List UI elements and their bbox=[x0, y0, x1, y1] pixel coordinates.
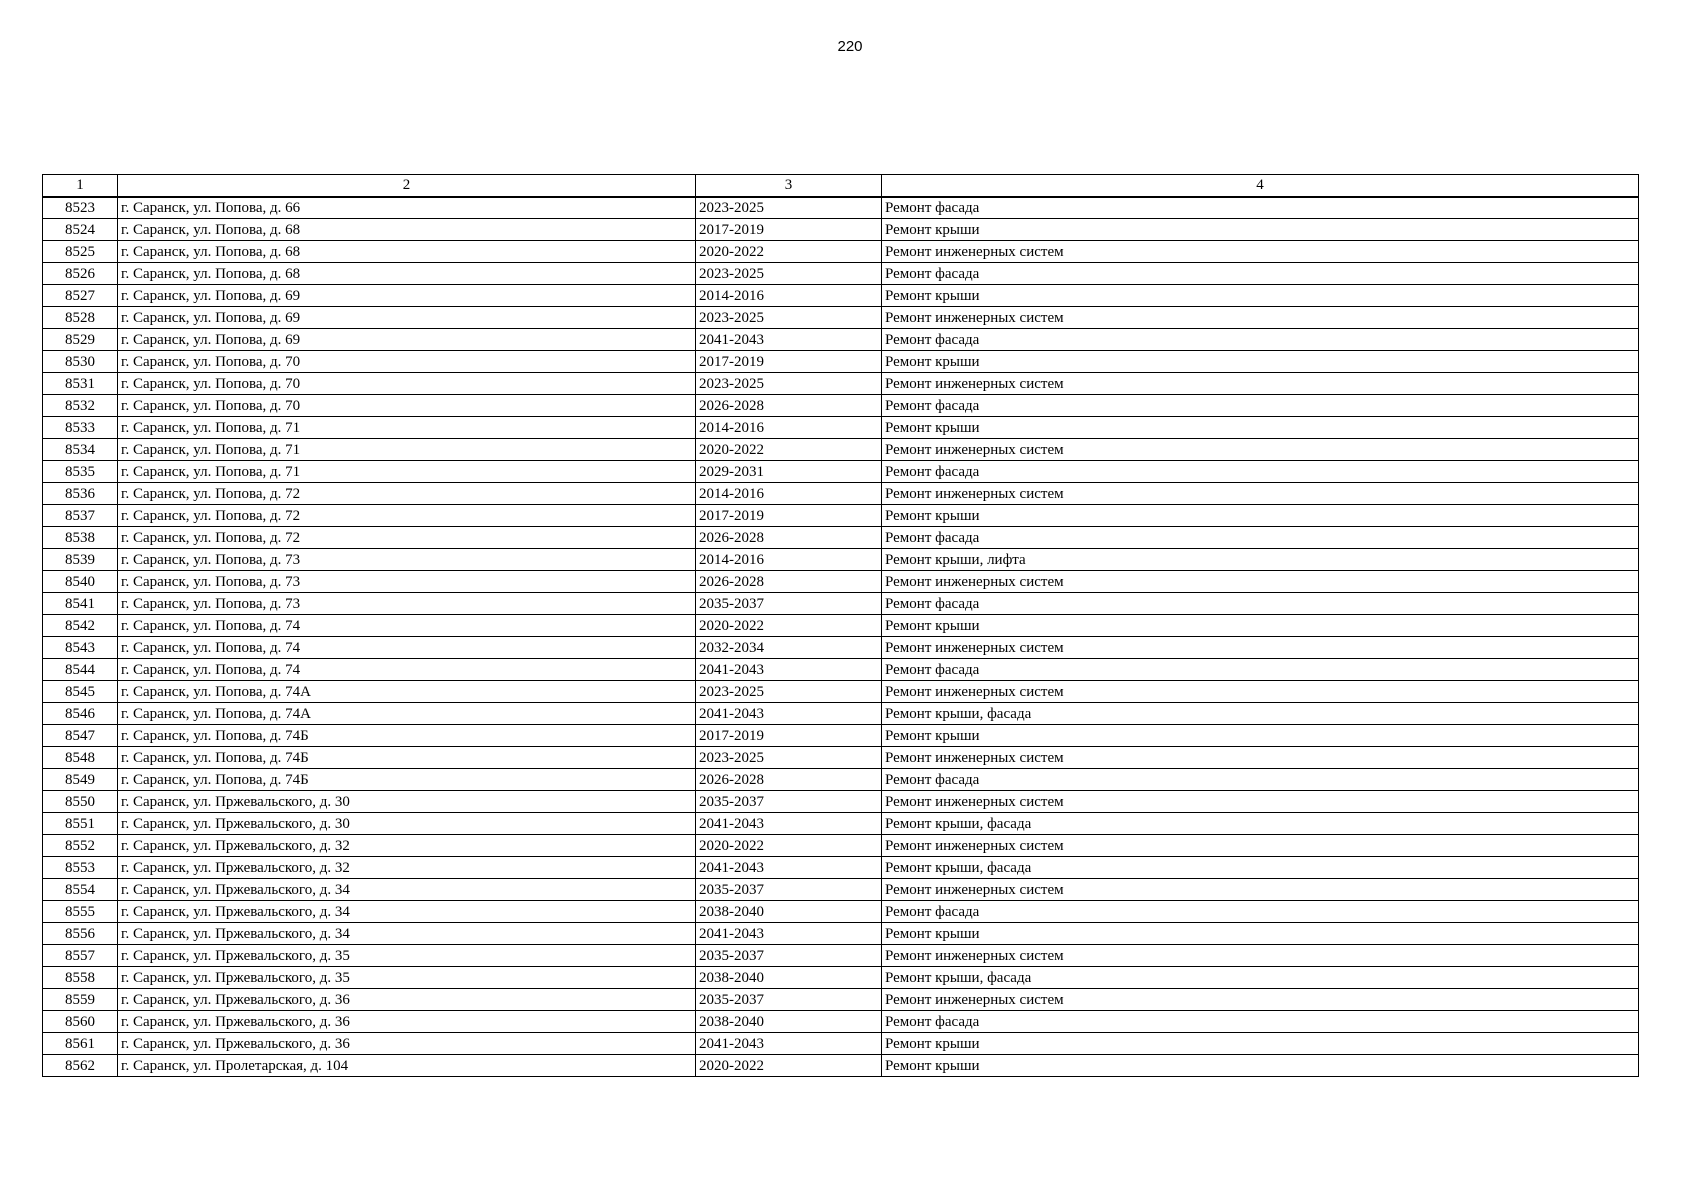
period-cell: 2020-2022 bbox=[696, 439, 882, 461]
period-cell: 2023-2025 bbox=[696, 681, 882, 703]
table-row bbox=[43, 1011, 1639, 1033]
row-number-cell: 8535 bbox=[43, 461, 118, 483]
period-cell: 2017-2019 bbox=[696, 351, 882, 373]
table-row bbox=[43, 791, 1639, 813]
work-type-cell: Ремонт крыши, фасада bbox=[882, 703, 1639, 725]
row-number-cell: 8559 bbox=[43, 989, 118, 1011]
work-type-cell: Ремонт фасада bbox=[882, 901, 1639, 923]
work-type-cell: Ремонт инженерных систем bbox=[882, 835, 1639, 857]
period-cell: 2014-2016 bbox=[696, 417, 882, 439]
row-number-cell: 8526 bbox=[43, 263, 118, 285]
work-type-cell: Ремонт фасада bbox=[882, 1011, 1639, 1033]
address-cell: г. Саранск, ул. Попова, д. 70 bbox=[118, 351, 696, 373]
row-number-cell: 8529 bbox=[43, 329, 118, 351]
address-cell: г. Саранск, ул. Попова, д. 72 bbox=[118, 505, 696, 527]
row-number-cell: 8551 bbox=[43, 813, 118, 835]
work-type-cell: Ремонт крыши bbox=[882, 923, 1639, 945]
work-type-cell: Ремонт инженерных систем bbox=[882, 483, 1639, 505]
work-type-cell: Ремонт фасада bbox=[882, 461, 1639, 483]
row-number-cell: 8545 bbox=[43, 681, 118, 703]
work-type-cell: Ремонт инженерных систем bbox=[882, 307, 1639, 329]
table-row bbox=[43, 263, 1639, 285]
address-cell: г. Саранск, ул. Пржевальского, д. 36 bbox=[118, 1011, 696, 1033]
address-cell: г. Саранск, ул. Попова, д. 69 bbox=[118, 285, 696, 307]
address-cell: г. Саранск, ул. Попова, д. 71 bbox=[118, 439, 696, 461]
work-type-cell: Ремонт инженерных систем bbox=[882, 989, 1639, 1011]
table-row bbox=[43, 747, 1639, 769]
period-cell: 2038-2040 bbox=[696, 967, 882, 989]
row-number-cell: 8540 bbox=[43, 571, 118, 593]
period-cell: 2017-2019 bbox=[696, 505, 882, 527]
work-type-cell: Ремонт фасада bbox=[882, 329, 1639, 351]
row-number-cell: 8556 bbox=[43, 923, 118, 945]
period-cell: 2041-2043 bbox=[696, 1033, 882, 1055]
address-cell: г. Саранск, ул. Попова, д. 68 bbox=[118, 219, 696, 241]
period-cell: 2041-2043 bbox=[696, 659, 882, 681]
address-cell: г. Саранск, ул. Пржевальского, д. 32 bbox=[118, 857, 696, 879]
work-type-cell: Ремонт фасада bbox=[882, 527, 1639, 549]
work-type-cell: Ремонт инженерных систем bbox=[882, 945, 1639, 967]
period-cell: 2020-2022 bbox=[696, 241, 882, 263]
work-type-cell: Ремонт инженерных систем bbox=[882, 373, 1639, 395]
table-row bbox=[43, 769, 1639, 791]
period-cell: 2035-2037 bbox=[696, 879, 882, 901]
work-type-cell: Ремонт фасада bbox=[882, 263, 1639, 285]
period-cell: 2023-2025 bbox=[696, 373, 882, 395]
address-cell: г. Саранск, ул. Попова, д. 72 bbox=[118, 483, 696, 505]
table-row bbox=[43, 395, 1639, 417]
address-cell: г. Саранск, ул. Попова, д. 74А bbox=[118, 703, 696, 725]
work-type-cell: Ремонт инженерных систем bbox=[882, 637, 1639, 659]
table-row bbox=[43, 549, 1639, 571]
column-header-4: 4 bbox=[882, 175, 1639, 197]
row-number-cell: 8525 bbox=[43, 241, 118, 263]
table-row bbox=[43, 571, 1639, 593]
work-type-cell: Ремонт крыши bbox=[882, 285, 1639, 307]
work-type-cell: Ремонт крыши, фасада bbox=[882, 967, 1639, 989]
address-cell: г. Саранск, ул. Пролетарская, д. 104 bbox=[118, 1055, 696, 1077]
work-type-cell: Ремонт крыши bbox=[882, 725, 1639, 747]
table-header bbox=[43, 175, 1639, 197]
period-cell: 2020-2022 bbox=[696, 1055, 882, 1077]
table-row bbox=[43, 835, 1639, 857]
table-row bbox=[43, 681, 1639, 703]
address-cell: г. Саранск, ул. Попова, д. 74А bbox=[118, 681, 696, 703]
period-cell: 2038-2040 bbox=[696, 1011, 882, 1033]
table-row bbox=[43, 725, 1639, 747]
row-number-cell: 8548 bbox=[43, 747, 118, 769]
table-row bbox=[43, 813, 1639, 835]
address-cell: г. Саранск, ул. Пржевальского, д. 35 bbox=[118, 967, 696, 989]
address-cell: г. Саранск, ул. Попова, д. 73 bbox=[118, 549, 696, 571]
address-cell: г. Саранск, ул. Попова, д. 73 bbox=[118, 571, 696, 593]
address-cell: г. Саранск, ул. Попова, д. 74 bbox=[118, 659, 696, 681]
work-type-cell: Ремонт крыши bbox=[882, 219, 1639, 241]
row-number-cell: 8542 bbox=[43, 615, 118, 637]
address-cell: г. Саранск, ул. Попова, д. 66 bbox=[118, 197, 696, 219]
address-cell: г. Саранск, ул. Пржевальского, д. 36 bbox=[118, 989, 696, 1011]
period-cell: 2017-2019 bbox=[696, 725, 882, 747]
table-row bbox=[43, 241, 1639, 263]
work-type-cell: Ремонт инженерных систем bbox=[882, 879, 1639, 901]
period-cell: 2041-2043 bbox=[696, 813, 882, 835]
table-row bbox=[43, 923, 1639, 945]
address-cell: г. Саранск, ул. Пржевальского, д. 34 bbox=[118, 879, 696, 901]
period-cell: 2041-2043 bbox=[696, 857, 882, 879]
period-cell: 2026-2028 bbox=[696, 571, 882, 593]
work-type-cell: Ремонт инженерных систем bbox=[882, 571, 1639, 593]
address-cell: г. Саранск, ул. Пржевальского, д. 34 bbox=[118, 901, 696, 923]
table-row bbox=[43, 703, 1639, 725]
period-cell: 2038-2040 bbox=[696, 901, 882, 923]
table-row bbox=[43, 1055, 1639, 1077]
work-type-cell: Ремонт фасада bbox=[882, 395, 1639, 417]
table-row bbox=[43, 593, 1639, 615]
work-type-cell: Ремонт фасада bbox=[882, 593, 1639, 615]
table-row bbox=[43, 219, 1639, 241]
address-cell: г. Саранск, ул. Попова, д. 72 bbox=[118, 527, 696, 549]
row-number-cell: 8538 bbox=[43, 527, 118, 549]
period-cell: 2032-2034 bbox=[696, 637, 882, 659]
row-number-cell: 8552 bbox=[43, 835, 118, 857]
work-type-cell: Ремонт инженерных систем bbox=[882, 747, 1639, 769]
address-cell: г. Саранск, ул. Попова, д. 74 bbox=[118, 637, 696, 659]
table-row bbox=[43, 967, 1639, 989]
row-number-cell: 8561 bbox=[43, 1033, 118, 1055]
work-type-cell: Ремонт фасада bbox=[882, 197, 1639, 219]
table-row bbox=[43, 329, 1639, 351]
table-row bbox=[43, 285, 1639, 307]
row-number-cell: 8543 bbox=[43, 637, 118, 659]
row-number-cell: 8531 bbox=[43, 373, 118, 395]
period-cell: 2035-2037 bbox=[696, 593, 882, 615]
row-number-cell: 8549 bbox=[43, 769, 118, 791]
period-cell: 2029-2031 bbox=[696, 461, 882, 483]
address-cell: г. Саранск, ул. Пржевальского, д. 30 bbox=[118, 791, 696, 813]
work-type-cell: Ремонт крыши bbox=[882, 615, 1639, 637]
period-cell: 2035-2037 bbox=[696, 791, 882, 813]
period-cell: 2035-2037 bbox=[696, 989, 882, 1011]
address-cell: г. Саранск, ул. Пржевальского, д. 32 bbox=[118, 835, 696, 857]
address-cell: г. Саранск, ул. Пржевальского, д. 35 bbox=[118, 945, 696, 967]
period-cell: 2023-2025 bbox=[696, 197, 882, 219]
period-cell: 2014-2016 bbox=[696, 285, 882, 307]
address-cell: г. Саранск, ул. Пржевальского, д. 34 bbox=[118, 923, 696, 945]
address-cell: г. Саранск, ул. Попова, д. 68 bbox=[118, 241, 696, 263]
period-cell: 2014-2016 bbox=[696, 549, 882, 571]
period-cell: 2026-2028 bbox=[696, 527, 882, 549]
row-number-cell: 8536 bbox=[43, 483, 118, 505]
row-number-cell: 8550 bbox=[43, 791, 118, 813]
work-type-cell: Ремонт фасада bbox=[882, 769, 1639, 791]
period-cell: 2017-2019 bbox=[696, 219, 882, 241]
table-row bbox=[43, 945, 1639, 967]
repair-schedule-table bbox=[42, 174, 1639, 1077]
address-cell: г. Саранск, ул. Попова, д. 74Б bbox=[118, 769, 696, 791]
work-type-cell: Ремонт инженерных систем bbox=[882, 681, 1639, 703]
address-cell: г. Саранск, ул. Попова, д. 74Б bbox=[118, 725, 696, 747]
period-cell: 2014-2016 bbox=[696, 483, 882, 505]
address-cell: г. Саранск, ул. Попова, д. 69 bbox=[118, 307, 696, 329]
address-cell: г. Саранск, ул. Попова, д. 74 bbox=[118, 615, 696, 637]
period-cell: 2020-2022 bbox=[696, 615, 882, 637]
row-number-cell: 8553 bbox=[43, 857, 118, 879]
address-cell: г. Саранск, ул. Попова, д. 70 bbox=[118, 395, 696, 417]
page-number: 220 bbox=[837, 38, 863, 55]
table-row bbox=[43, 615, 1639, 637]
period-cell: 2041-2043 bbox=[696, 923, 882, 945]
work-type-cell: Ремонт крыши bbox=[882, 351, 1639, 373]
work-type-cell: Ремонт инженерных систем bbox=[882, 439, 1639, 461]
table-row bbox=[43, 527, 1639, 549]
row-number-cell: 8537 bbox=[43, 505, 118, 527]
table-row bbox=[43, 439, 1639, 461]
table-row bbox=[43, 857, 1639, 879]
work-type-cell: Ремонт фасада bbox=[882, 659, 1639, 681]
address-cell: г. Саранск, ул. Попова, д. 69 bbox=[118, 329, 696, 351]
table-row bbox=[43, 1033, 1639, 1055]
period-cell: 2026-2028 bbox=[696, 769, 882, 791]
table-row bbox=[43, 879, 1639, 901]
address-cell: г. Саранск, ул. Попова, д. 73 bbox=[118, 593, 696, 615]
work-type-cell: Ремонт инженерных систем bbox=[882, 241, 1639, 263]
period-cell: 2023-2025 bbox=[696, 307, 882, 329]
address-cell: г. Саранск, ул. Попова, д. 71 bbox=[118, 417, 696, 439]
table-row bbox=[43, 989, 1639, 1011]
work-type-cell: Ремонт крыши bbox=[882, 505, 1639, 527]
address-cell: г. Саранск, ул. Попова, д. 68 bbox=[118, 263, 696, 285]
row-number-cell: 8530 bbox=[43, 351, 118, 373]
work-type-cell: Ремонт крыши bbox=[882, 1055, 1639, 1077]
table-row bbox=[43, 659, 1639, 681]
table-row bbox=[43, 197, 1639, 219]
table-row bbox=[43, 483, 1639, 505]
row-number-cell: 8546 bbox=[43, 703, 118, 725]
row-number-cell: 8558 bbox=[43, 967, 118, 989]
work-type-cell: Ремонт крыши, фасада bbox=[882, 813, 1639, 835]
table-row bbox=[43, 373, 1639, 395]
table-row bbox=[43, 901, 1639, 923]
period-cell: 2023-2025 bbox=[696, 747, 882, 769]
table-row bbox=[43, 417, 1639, 439]
table-body bbox=[43, 197, 1639, 1077]
row-number-cell: 8539 bbox=[43, 549, 118, 571]
column-header-2: 2 bbox=[118, 175, 696, 197]
period-cell: 2041-2043 bbox=[696, 329, 882, 351]
column-header-3: 3 bbox=[696, 175, 882, 197]
table-row bbox=[43, 505, 1639, 527]
work-type-cell: Ремонт крыши, лифта bbox=[882, 549, 1639, 571]
header-row bbox=[43, 175, 1639, 197]
row-number-cell: 8528 bbox=[43, 307, 118, 329]
row-number-cell: 8562 bbox=[43, 1055, 118, 1077]
table-row bbox=[43, 351, 1639, 373]
row-number-cell: 8532 bbox=[43, 395, 118, 417]
row-number-cell: 8555 bbox=[43, 901, 118, 923]
address-cell: г. Саранск, ул. Попова, д. 71 bbox=[118, 461, 696, 483]
period-cell: 2023-2025 bbox=[696, 263, 882, 285]
work-type-cell: Ремонт инженерных систем bbox=[882, 791, 1639, 813]
row-number-cell: 8544 bbox=[43, 659, 118, 681]
period-cell: 2026-2028 bbox=[696, 395, 882, 417]
row-number-cell: 8541 bbox=[43, 593, 118, 615]
table-row bbox=[43, 307, 1639, 329]
table-row bbox=[43, 637, 1639, 659]
period-cell: 2035-2037 bbox=[696, 945, 882, 967]
row-number-cell: 8533 bbox=[43, 417, 118, 439]
address-cell: г. Саранск, ул. Пржевальского, д. 30 bbox=[118, 813, 696, 835]
work-type-cell: Ремонт крыши bbox=[882, 1033, 1639, 1055]
row-number-cell: 8534 bbox=[43, 439, 118, 461]
period-cell: 2020-2022 bbox=[696, 835, 882, 857]
address-cell: г. Саранск, ул. Пржевальского, д. 36 bbox=[118, 1033, 696, 1055]
row-number-cell: 8554 bbox=[43, 879, 118, 901]
address-cell: г. Саранск, ул. Попова, д. 74Б bbox=[118, 747, 696, 769]
work-type-cell: Ремонт крыши bbox=[882, 417, 1639, 439]
row-number-cell: 8523 bbox=[43, 197, 118, 219]
row-number-cell: 8527 bbox=[43, 285, 118, 307]
work-type-cell: Ремонт крыши, фасада bbox=[882, 857, 1639, 879]
table-row bbox=[43, 461, 1639, 483]
row-number-cell: 8547 bbox=[43, 725, 118, 747]
column-header-1: 1 bbox=[43, 175, 118, 197]
period-cell: 2041-2043 bbox=[696, 703, 882, 725]
row-number-cell: 8560 bbox=[43, 1011, 118, 1033]
address-cell: г. Саранск, ул. Попова, д. 70 bbox=[118, 373, 696, 395]
row-number-cell: 8524 bbox=[43, 219, 118, 241]
row-number-cell: 8557 bbox=[43, 945, 118, 967]
